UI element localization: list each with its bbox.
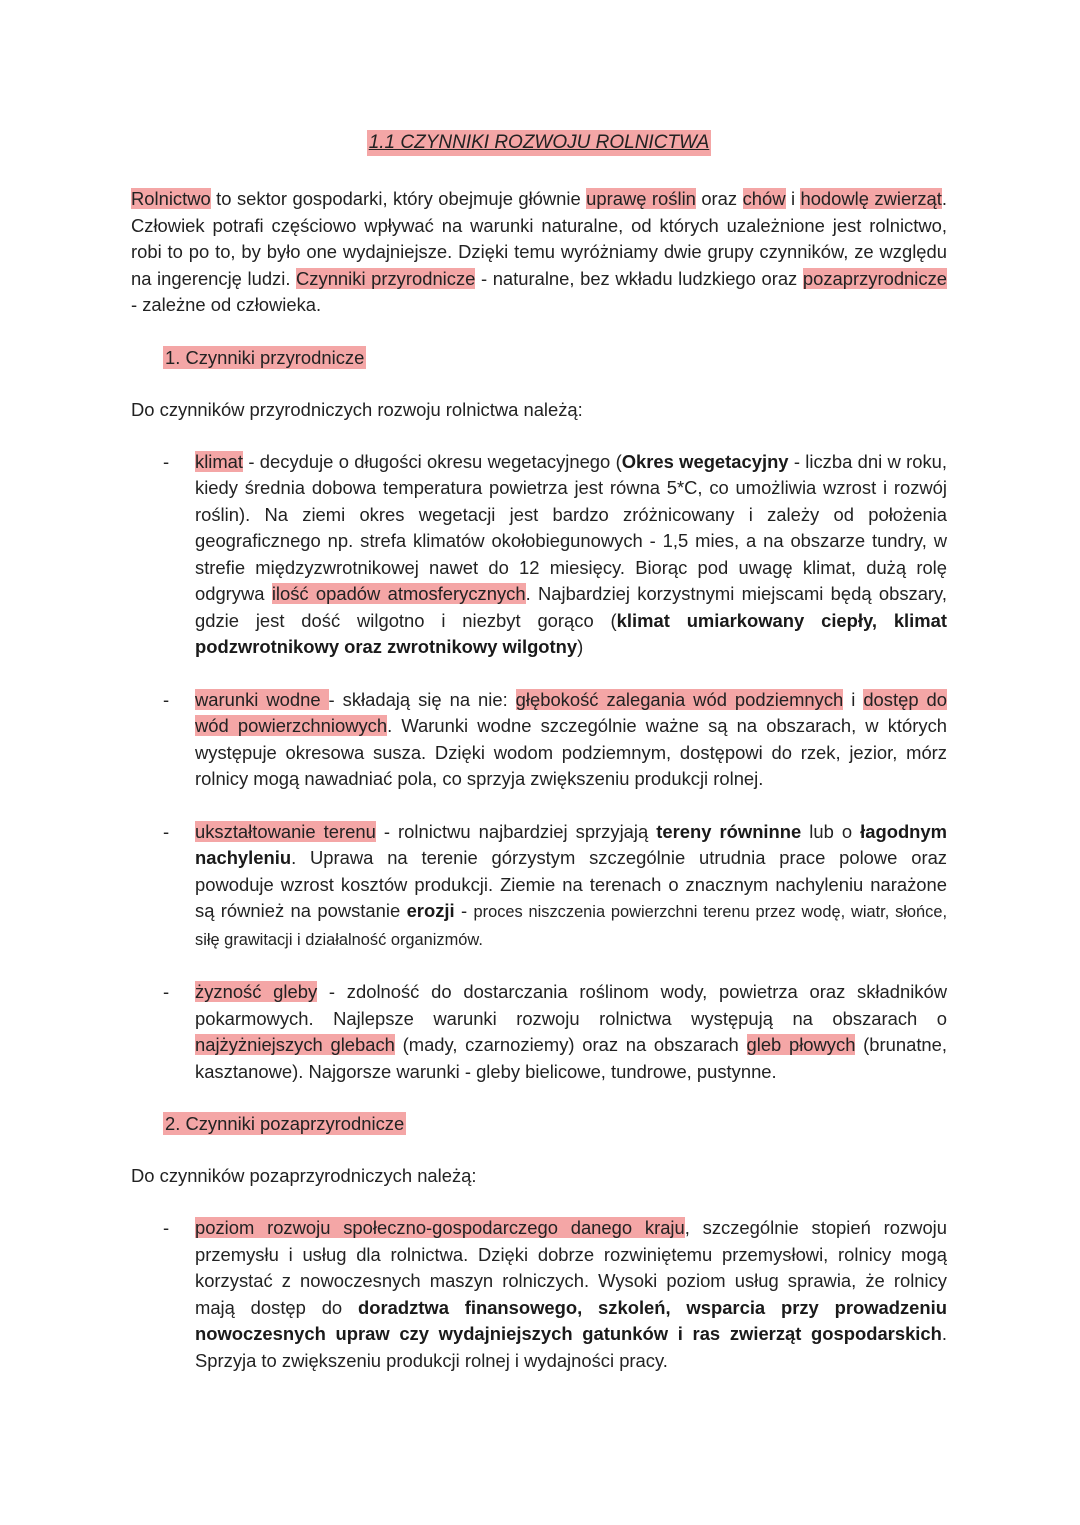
list-item-klimat	[131, 449, 947, 661]
text-run: oraz	[695, 188, 743, 209]
list-item-text	[195, 449, 947, 661]
highlight-term: klimat	[195, 450, 244, 472]
highlight-term: głębokość zalegania wód podziemnych	[515, 688, 844, 710]
text-run: , szczególnie stopień rozwoju przemysłu i usług dla rolnictwa. Dzięki dobrze rozwiniętemu przemysłowi, rolnicy mogą korzystać z nowoczesnych maszyn rolniczych. Wysoki poziom usług sprawia, że rolnicy mają dostęp do	[195, 1217, 947, 1318]
highlight-term: uprawę roślin	[586, 188, 696, 209]
section-heading-text: 1. Czynniki przyrodnicze	[165, 346, 365, 368]
text-run: i	[785, 188, 801, 209]
text-run: - naturalne, bez wkładu ludzkiego oraz	[475, 267, 803, 289]
list-item-uksztaltowanie-terenu	[131, 819, 947, 954]
section-heading-natural	[163, 345, 947, 371]
bold-term: łagodnym nachyleniu	[195, 820, 947, 868]
section-intro-non-natural: Do czynników pozaprzyrodniczych należą:	[131, 1165, 477, 1186]
text-run: - składają się na nie:	[328, 688, 516, 710]
highlight-term: najżyżniejszych glebach	[195, 1034, 395, 1055]
text-run: - decyduje o długości okresu wegetacyjnego (	[243, 450, 622, 472]
highlight-term: warunki wodne	[195, 688, 329, 710]
highlight-term: pozaprzyrodnicze	[802, 267, 947, 289]
text-run: - rolnictwu najbardziej sprzyjają	[375, 820, 657, 842]
intro-paragraph	[131, 186, 947, 319]
section-intro-natural: Do czynników przyrodniczych rozwoju rolnictwa należą:	[131, 398, 583, 420]
list-item-poziom-rozwoju	[131, 1215, 947, 1374]
highlight-term: poziom rozwoju społeczno-gospodarczego danego kraju	[195, 1217, 685, 1238]
text-run: (brunatne, kasztanowe). Najgorsze warunki - gleby bielicowe, tundrowe, pustynne.	[195, 1034, 947, 1082]
section-heading-non-natural	[163, 1111, 947, 1137]
bold-term: erozji	[406, 900, 455, 921]
text-run: - zdolność do dostarczania roślinom wody, powietrza oraz składników pokarmowych. Najlepsze warunki rozwoju rolnictwa występują na obszarach o	[195, 981, 947, 1029]
bullet-dash: -	[163, 1217, 170, 1238]
highlight-term: ukształtowanie terenu	[195, 820, 376, 842]
highlight-term: ilość opadów atmosferycznych	[271, 583, 526, 604]
text-run-small: proces niszczenia powierzchni terenu przez wodę, wiatr, słońce, siłę grawitacji i działalność organizmów.	[195, 903, 948, 949]
highlight-term: Czynniki przyrodnicze	[296, 267, 476, 289]
list-item-zyznosc-gleby	[131, 979, 947, 1085]
text-run: to sektor gospodarki, który obejmuje głównie	[210, 188, 587, 209]
highlight-term: Rolnictwo	[131, 188, 211, 209]
text-run: )	[577, 636, 584, 657]
text-run: . Uprawa na terenie górzystym szczególnie utrudnia prace polowe oraz powoduje wzrost kosztów produkcji. Ziemie na terenach o znacznym nachyleniu narażone są również na powstanie	[195, 847, 947, 921]
highlight-term: hodowlę zwierząt	[800, 188, 942, 209]
section-heading-text: 2. Czynniki pozaprzyrodnicze	[165, 1113, 405, 1134]
bold-term: tereny równinne	[656, 820, 802, 842]
bullet-dash: -	[163, 450, 170, 472]
list-item-text	[195, 687, 947, 793]
title-container	[131, 130, 947, 156]
bullet-dash: -	[163, 981, 170, 1002]
list-item-warunki-wodne	[131, 687, 947, 793]
highlight-term: gleb płowych	[746, 1034, 856, 1055]
highlight-term: żyzność gleby	[195, 981, 318, 1002]
list-item-text	[195, 1215, 947, 1374]
highlight-term: chów	[742, 188, 786, 209]
list-item-text	[195, 979, 947, 1085]
text-run: . Człowiek potrafi częściowo wpływać na warunki naturalne, od których uzależnione jest rolnictwo, robi to po to, by było one wydajniejsze. Dzięki temu wyróżniamy dwie grupy czynników, ze względu na ingerencję ludzi.	[131, 188, 947, 289]
list-item-text	[195, 819, 947, 954]
text-run: -	[454, 900, 474, 921]
page-title: 1.1 CZYNNIKI ROZWOJU ROLNICTWA	[367, 130, 712, 156]
bold-term: klimat umiarkowany ciepły, klimat podzwrotnikowy oraz zwrotnikowy wilgotny	[195, 609, 947, 657]
text-run: . Najbardziej korzystnymi miejscami będą obszary, gdzie jest dość wilgotno i niezbyt gorąco (	[195, 583, 947, 631]
bold-term: Okres wegetacyjny	[621, 450, 789, 472]
text-run: - zależne od człowieka.	[131, 294, 322, 315]
text-run: . Warunki wodne szczególnie ważne są na obszarach, w których występuje okresowa susza. Dzięki wodom podziemnym, dostępowi do rzek, jezior, mórz rolnicy mogą nawadniać pola, co sprzyja zwiększeniu produkcji rolnej.	[195, 715, 947, 789]
text-run: - liczba dni w roku, kiedy średnia dobowa temperatura powietrza jest równa 5*C, co umożliwia wzrost i rozwój roślin). Na ziemi okres wegetacji jest bardzo zróżnicowany i zależy od położenia geograficznego np. strefa klimatów okołobiegunowych - 1,5 mies, a na obszarze tundry, w strefie międzyzwrotnikowej nawet do 12 miesięcy. Biorąc pod uwagę klimat, dużą rolę odgrywa	[195, 450, 947, 604]
text-run: lub o	[801, 820, 861, 842]
text-run: i	[843, 688, 864, 710]
highlight-term: dostęp do wód powierzchniowych	[195, 688, 947, 736]
bullet-dash: -	[163, 688, 170, 710]
text-run: . Sprzyja to zwiększeniu produkcji rolnej i wydajności pracy.	[195, 1323, 947, 1371]
text-run: (mady, czarnoziemy) oraz na obszarach	[394, 1034, 747, 1055]
bold-term: doradztwa finansowego, szkoleń, wsparcia przy prowadzeniu nowoczesnych upraw czy wydajniejszych gatunków i ras zwierząt gospodarskich	[195, 1296, 947, 1344]
bullet-dash: -	[163, 820, 170, 842]
